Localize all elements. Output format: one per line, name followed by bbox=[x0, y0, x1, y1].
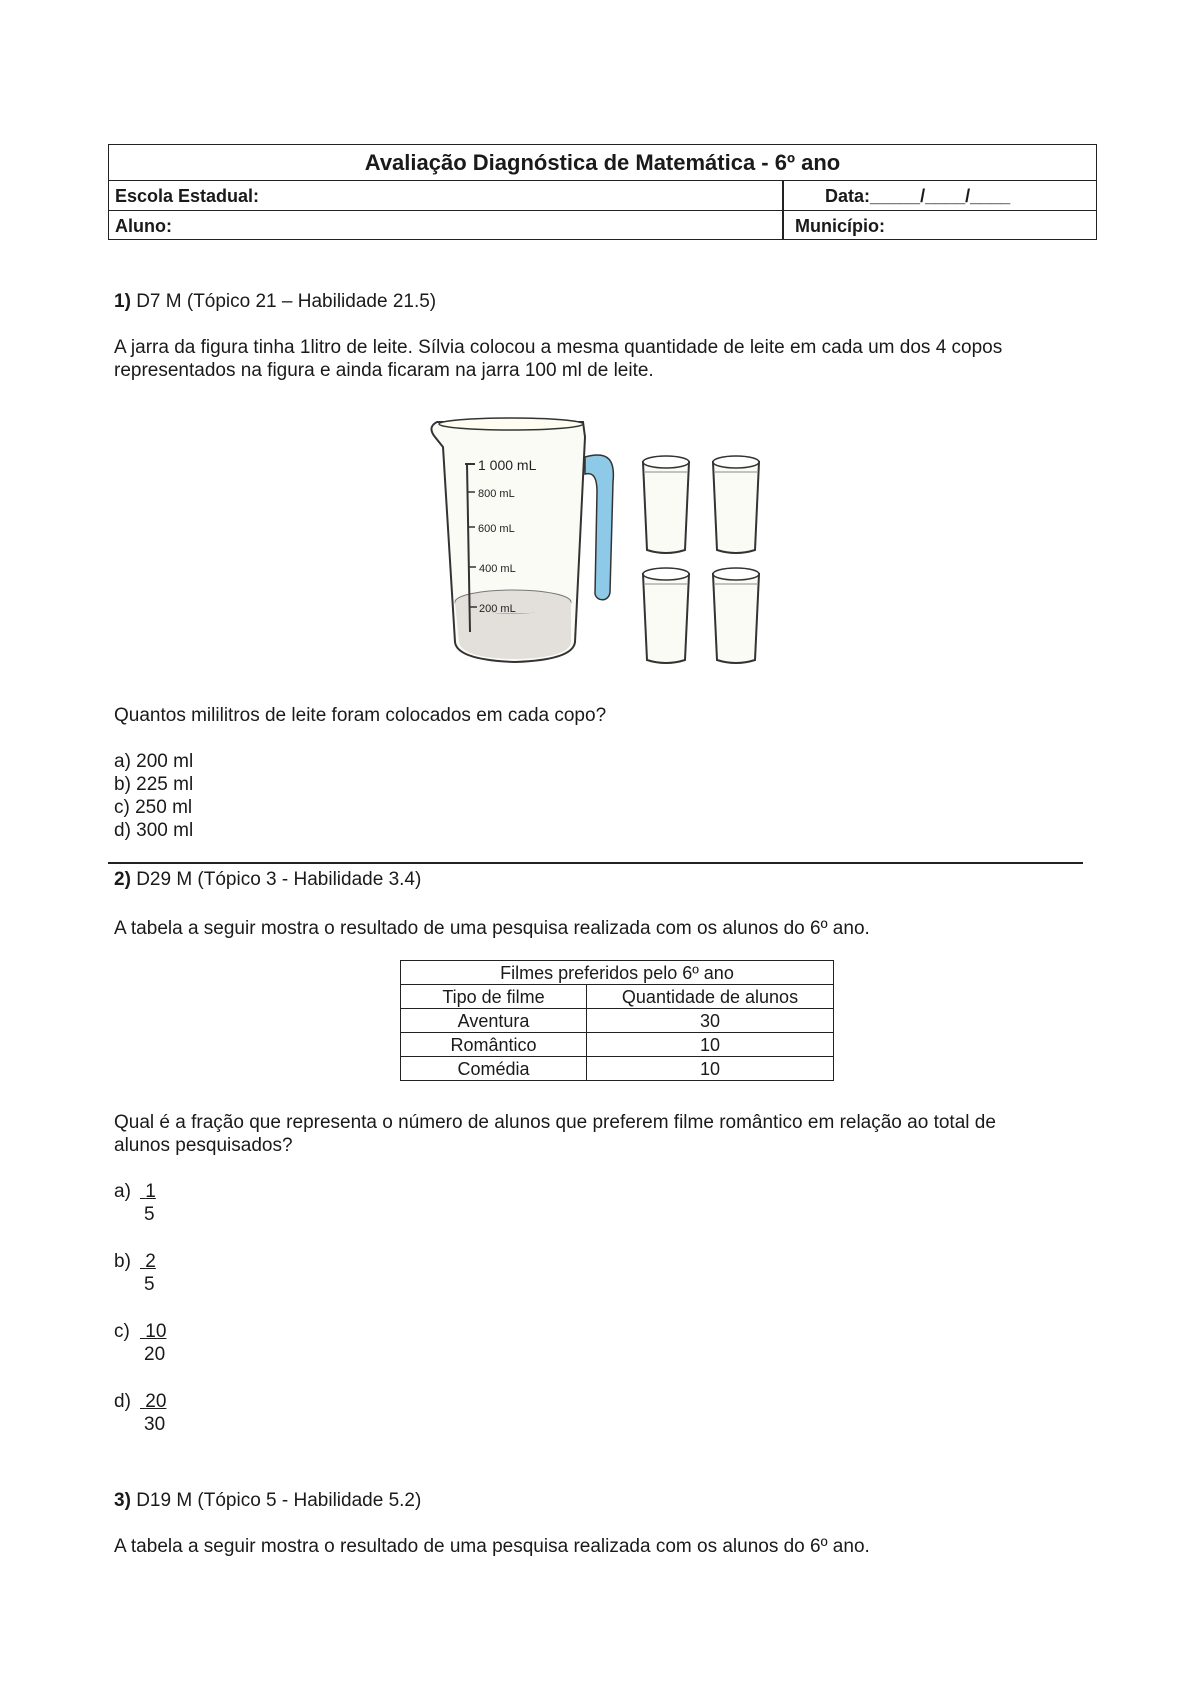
q2-option-b-label: b) bbox=[114, 1251, 131, 1272]
q2-option-c-denominator: 20 bbox=[144, 1344, 166, 1365]
header-divider bbox=[782, 181, 784, 239]
q2-option-d bbox=[114, 1390, 174, 1436]
q3-code: D19 M (Tópico 5 - Habilidade 5.2) bbox=[136, 1490, 422, 1511]
exam-header bbox=[108, 144, 1097, 240]
q2-option-a-numerator: 1 bbox=[145, 1181, 156, 1202]
q2-number: 2) bbox=[114, 869, 131, 890]
table-cell-type: Comédia bbox=[401, 1057, 587, 1081]
q2-option-c-numerator: 10 bbox=[145, 1321, 167, 1342]
jar-scale-label-800: 800 mL bbox=[478, 488, 515, 500]
table-cell-type: Romântico bbox=[401, 1033, 587, 1057]
q1-option-d: d) 300 ml bbox=[114, 820, 194, 841]
table-row bbox=[401, 1057, 834, 1081]
q1-option-b: b) 225 ml bbox=[114, 774, 194, 795]
q2-question-line1: Qual é a fração que representa o número de alunos que preferem filme romântico em relação ao total de bbox=[114, 1112, 996, 1133]
table-row bbox=[401, 1009, 834, 1033]
q1-question: Quantos mililitros de leite foram colocados em cada copo? bbox=[114, 705, 607, 726]
q2-code: D29 M (Tópico 3 - Habilidade 3.4) bbox=[136, 869, 422, 890]
glass-bottom-left bbox=[643, 568, 689, 663]
q2-option-a-label: a) bbox=[114, 1181, 131, 1202]
q2-question-line2: alunos pesquisados? bbox=[114, 1135, 293, 1156]
q1-option-c: c) 250 ml bbox=[114, 797, 193, 818]
q1-option-a: a) 200 ml bbox=[114, 751, 194, 772]
jar-scale-label-1000: 1 000 mL bbox=[478, 457, 537, 473]
table-caption: Filmes preferidos pelo 6º ano bbox=[401, 961, 834, 985]
table-header-type: Tipo de filme bbox=[401, 985, 587, 1009]
q2-option-c-label: c) bbox=[114, 1321, 130, 1342]
table-cell-type: Aventura bbox=[401, 1009, 587, 1033]
section-divider bbox=[108, 862, 1083, 864]
jar-handle bbox=[585, 455, 613, 600]
q2-option-b-denominator: 5 bbox=[144, 1274, 155, 1295]
table-cell-count: 30 bbox=[587, 1009, 834, 1033]
q2-option-b bbox=[114, 1250, 174, 1296]
header-row-school bbox=[109, 181, 1096, 211]
q2-option-d-label: d) bbox=[114, 1391, 131, 1412]
student-label: Aluno: bbox=[115, 216, 172, 236]
date-label: Data:_____/____/____ bbox=[825, 186, 1011, 206]
q2-option-a-denominator: 5 bbox=[144, 1204, 155, 1225]
header-row-student bbox=[109, 211, 1096, 241]
table-cell-count: 10 bbox=[587, 1033, 834, 1057]
jar-rim bbox=[439, 418, 583, 430]
films-table bbox=[400, 960, 834, 1081]
q3-number: 3) bbox=[114, 1490, 131, 1511]
q1-heading bbox=[114, 290, 436, 313]
table-header-row bbox=[401, 985, 834, 1009]
q1-statement-line2: representados na figura e ainda ficaram na jarra 100 ml de leite. bbox=[114, 360, 654, 381]
glass-top-right bbox=[713, 456, 759, 553]
table-row bbox=[401, 1033, 834, 1057]
glass-bottom-right bbox=[713, 568, 759, 663]
q2-intro: A tabela a seguir mostra o resultado de uma pesquisa realizada com os alunos do 6º ano. bbox=[114, 918, 870, 939]
table-header-count: Quantidade de alunos bbox=[587, 985, 834, 1009]
q2-option-d-numerator: 20 bbox=[145, 1391, 167, 1412]
q2-option-a bbox=[114, 1180, 174, 1226]
jar-and-glasses-figure bbox=[425, 402, 785, 670]
jar-scale-label-200: 200 mL bbox=[479, 603, 516, 615]
q3-intro: A tabela a seguir mostra o resultado de uma pesquisa realizada com os alunos do 6º ano. bbox=[114, 1536, 870, 1557]
table-caption-row bbox=[401, 961, 834, 985]
q1-code: D7 M (Tópico 21 – Habilidade 21.5) bbox=[136, 291, 437, 312]
glass-top-left bbox=[643, 456, 689, 553]
q1-statement-line1: A jarra da figura tinha 1litro de leite. Sílvia colocou a mesma quantidade de leite em cada um dos 4 copos bbox=[114, 337, 1003, 358]
q2-option-c bbox=[114, 1320, 174, 1366]
q2-option-b-numerator: 2 bbox=[145, 1251, 156, 1272]
q2-heading bbox=[114, 868, 421, 891]
jar-scale-label-600: 600 mL bbox=[478, 523, 515, 535]
q3-heading bbox=[114, 1489, 421, 1512]
exam-title: Avaliação Diagnóstica de Matemática - 6º ano bbox=[109, 145, 1096, 181]
q2-option-d-denominator: 30 bbox=[144, 1414, 166, 1435]
table-cell-count: 10 bbox=[587, 1057, 834, 1081]
jar-scale-label-400: 400 mL bbox=[479, 563, 516, 575]
school-label: Escola Estadual: bbox=[115, 186, 260, 206]
q1-number: 1) bbox=[114, 291, 131, 312]
city-label: Município: bbox=[795, 216, 885, 236]
